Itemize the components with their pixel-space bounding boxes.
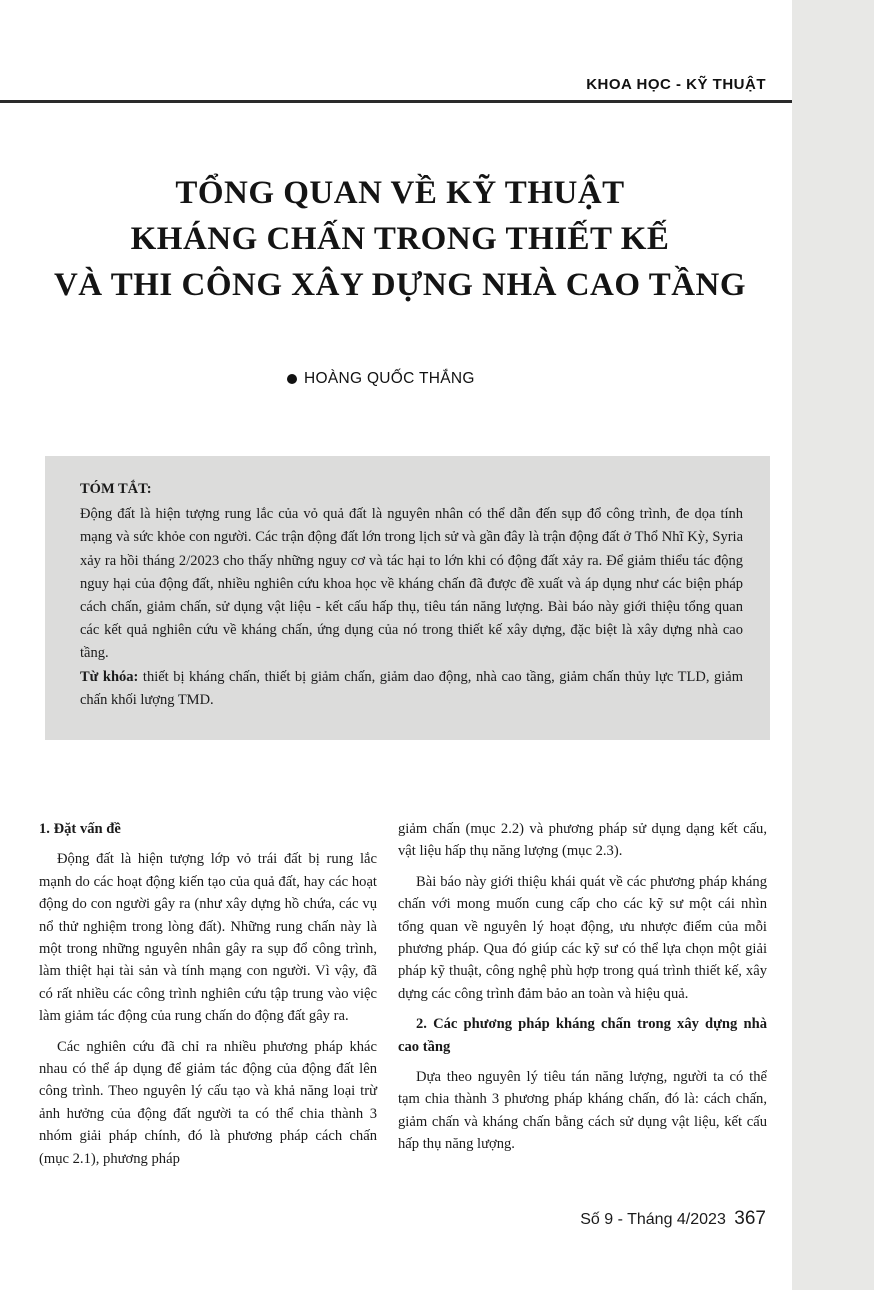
keywords-label: Từ khóa:	[80, 668, 139, 685]
section-header: KHOA HỌC - KỸ THUẬT	[586, 76, 766, 93]
abstract-content	[80, 478, 743, 712]
section-1-heading: 1. Đặt vấn đề	[39, 821, 121, 837]
right-paragraph-2: Bài báo này giới thiệu khái quát về các phương pháp kháng chấn với mong muốn cung cấp cho các kỹ sư một cái nhìn tổng quan về nguyên lý hoạt động, ưu nhược điểm của mỗi phương pháp. Qua đó giúp các kỹ sư có thể lựa chọn một giải pháp kỹ thuật, công nghệ phù hợp trong quá trình thiết kế, xây dựng các công trình đảm bảo an toàn và hiệu quả.	[398, 873, 767, 1002]
section-2-paragraph-1: Dựa theo nguyên lý tiêu tán năng lượng, người ta có thể tạm chia thành 3 phương pháp kháng chấn, đó là: cách chấn, giảm chấn và kháng chấn bằng cách sử dụng vật liệu, kết cấu hấp thụ năng lượng.	[398, 1069, 767, 1153]
section-1-paragraph-1: Động đất là hiện tượng lớp vỏ trái đất bị rung lắc mạnh do các hoạt động kiến tạo của quả đất, hay các hoạt động do con người gây ra (như xây dựng hồ chứa, các vụ nổ thử nghiệm trong lòng đất). Những rung chấn này là một trong những nguyên nhân gây ra sụp đổ công trình, làm thiệt hại tài sản và tính mạng con người. Vì vậy, đã có rất nhiều các công trình nghiên cứu tập trung vào việc làm giảm tác động của rung chấn do động đất gây ra.	[39, 851, 377, 1025]
section-2-heading: 2. Các phương pháp kháng chấn trong xây dựng nhà cao tầng	[398, 1016, 767, 1055]
keywords-text: thiết bị kháng chấn, thiết bị giảm chấn, giảm dao động, nhà cao tầng, giảm chấn thủy lực TLD, giảm chấn khối lượng TMD.	[80, 668, 743, 708]
left-column	[39, 818, 377, 1178]
article-title	[40, 170, 760, 308]
right-paragraph-1: giảm chấn (mục 2.2) và phương pháp sử dụng dạng kết cấu, vật liệu hấp thụ năng lượng (mục 2.3).	[398, 821, 767, 860]
title-line-1: TỔNG QUAN VỀ KỸ THUẬT	[175, 175, 625, 211]
title-line-3: VÀ THI CÔNG XÂY DỰNG NHÀ CAO TẦNG	[53, 267, 747, 303]
section-1-paragraph-2: Các nghiên cứu đã chỉ ra nhiều phương pháp khác nhau có thể áp dụng để giảm tác động của động đất lên công trình. Theo nguyên lý cấu tạo và khả năng loại trừ ảnh hưởng của động đất người ta có thể chia thành 3 nhóm giải pháp chính, đó là phương pháp cách chấn (mục 2.1), phương pháp	[39, 1038, 377, 1167]
page-number: 367	[734, 1208, 766, 1229]
right-column	[398, 818, 767, 1164]
author-name: HOÀNG QUỐC THẮNG	[304, 370, 475, 387]
page-footer	[580, 1208, 766, 1230]
issue-info: Số 9 - Tháng 4/2023	[580, 1211, 726, 1228]
bullet-icon	[287, 374, 297, 384]
abstract-heading: TÓM TẮT:	[80, 481, 152, 497]
abstract-box	[45, 456, 770, 740]
title-line-2: KHÁNG CHẤN TRONG THIẾT KẾ	[130, 221, 670, 257]
keywords	[80, 666, 743, 712]
page-margin-strip	[792, 0, 874, 1290]
abstract-body: Động đất là hiện tượng rung lắc của vỏ quả đất là nguyên nhân có thể dẫn đến sụp đổ công trình, đe dọa tính mạng và sức khỏe con người. Các trận động đất lớn trong lịch sử và gần đây là trận động đất ở Thổ Nhĩ Kỳ, Syria xảy ra hồi tháng 2/2023 cho thấy những nguy cơ và tác hại to lớn khi có động đất xảy ra. Để giảm thiểu tác động nguy hại của động đất, nhiều nghiên cứu khoa học về kháng chấn đã được đề xuất và áp dụng như các biện pháp cách chấn, giảm chấn, sử dụng vật liệu - kết cấu hấp thụ, tiêu tán năng lượng. Bài báo này giới thiệu tổng quan các kết quả nghiên cứu về kháng chấn, ứng dụng của nó trong thiết kế xây dựng, đặc biệt là xây dựng nhà cao tầng.	[80, 506, 743, 662]
author-byline	[287, 370, 475, 388]
header-rule	[0, 100, 792, 103]
